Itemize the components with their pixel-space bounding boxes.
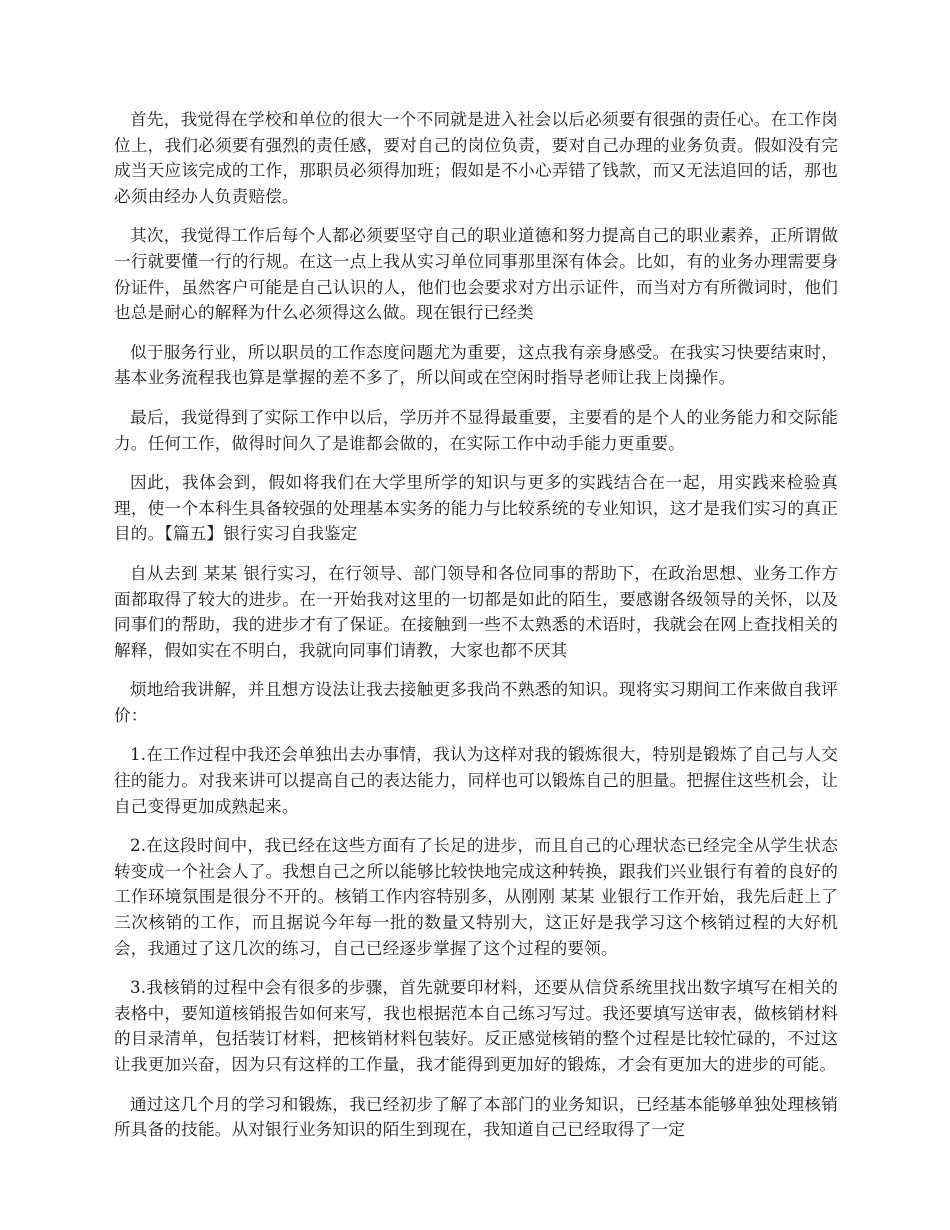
- paragraph-point-1: 1.在工作过程中我还会单独出去办事情，我认为这样对我的锻炼很大，特别是锻炼了自己与人交往的能力。对我来讲可以提高自己的表达能力，同样也可以锻炼自己的胆量。把握住这些机会，让自己变得更加成熟起来。: [114, 745, 838, 816]
- paragraph-ability: 最后，我觉得到了实际工作中以后，学历并不显得最重要，主要看的是个人的业务能力和交际能力。任何工作，做得时间久了是谁都会做的，在实际工作中动手能力更重要。: [114, 407, 838, 453]
- paragraph-point-3: 3.我核销的过程中会有很多的步骤，首先就要印材料，还要从信贷系统里找出数字填写在相关的表格中，要知道核销报告如何来写，我也根据范本自己练习写过。我还要填写送审表，做核销材料的目录清单，包括装订材料，把核销材料包装好。反正感觉核销的整个过程是比较忙碌的，不过这让我更加兴奋，因为只有这样的工作量，我才能得到更加好的锻炼，才会有更加大的进步的可能。: [114, 978, 838, 1074]
- paragraph-self-evaluation-intro: 烦地给我讲解，并且想方设法让我去接触更多我尚不熟悉的知识。现将实习期间工作来做自我评价：: [114, 680, 838, 725]
- paragraph-point-2: 2.在这段时间中，我已经在这些方面有了长足的进步，而且自己的心理状态已经完全从学生状态转变成一个社会人了。我想自己之所以能够比较快地完成这种转换，跟我们兴业银行有着的良好的工作环境氛围是很分不开的。核销工作内容特别多，从刚刚 某某 业银行工作开始，我先后赶上了三次核销的工作，而且据说今年每一批的数量又特别大，这正好是我学习这个核销过程的大好机会，我通过了这几次的练习，自己已经逐步掌握了这个过程的要领。: [114, 836, 838, 958]
- paragraph-responsibility: 首先，我觉得在学校和单位的很大一个不同就是进入社会以后必须要有很强的责任心。在工作岗位上，我们必须要有强烈的责任感，要对自己的岗位负责，要对自己办理的业务负责。假如没有完成当天应该完成的工作，那职员必须得加班；假如是不小心弄错了钱款，而又无法追回的话，那也必须由经办人负责赔偿。: [114, 110, 838, 206]
- paragraph-internship-start: 自从去到 某某 银行实习，在行领导、部门领导和各位同事的帮助下，在政治思想、业务工作方面都取得了较大的进步。在一开始我对这里的一切都是如此的陌生，要感谢各级领导的关怀，以及同事们的帮助，我的进步才有了保证。在接触到一些不太熟悉的术语时，我就会在网上查找相关的解释，假如实在不明白，我就向同事们请教，大家也都不厌其: [114, 563, 838, 660]
- paragraph-service-attitude: 似于服务行业，所以职员的工作态度问题尤为重要，这点我有亲身感受。在我实习快要结束时，基本业务流程我也算是掌握的差不多了，所以间或在空闲时指导老师让我上岗操作。: [114, 342, 838, 388]
- paragraph-professional-ethics: 其次，我觉得工作后每个人都必须要坚守自己的职业道德和努力提高自己的职业素养，正所谓做一行就要懂一行的行规。在这一点上我从实习单位同事那里深有体会。比如，有的业务办理需要身份证件，虽然客户可能是自己认识的人，他们也会要求对方出示证件，而当对方有所微词时，他们也总是耐心的解释为什么必须得这么做。现在银行已经类: [114, 226, 838, 323]
- document-body: [114, 107, 838, 1157]
- paragraph-conclusion: 因此，我体会到，假如将我们在大学里所学的知识与更多的实践结合在一起，用实践来检验真理，使一个本科生具备较强的处理基本实务的能力与比较系统的专业知识，这才是我们实习的真正目的。【篇五】银行实习自我鉴定: [114, 473, 838, 544]
- paragraph-summary: 通过这几个月的学习和锻炼，我已经初步了解了本部门的业务知识，已经基本能够单独处理核销所具备的技能。从对银行业务知识的陌生到现在，我知道自己已经取得了一定: [114, 1094, 838, 1140]
